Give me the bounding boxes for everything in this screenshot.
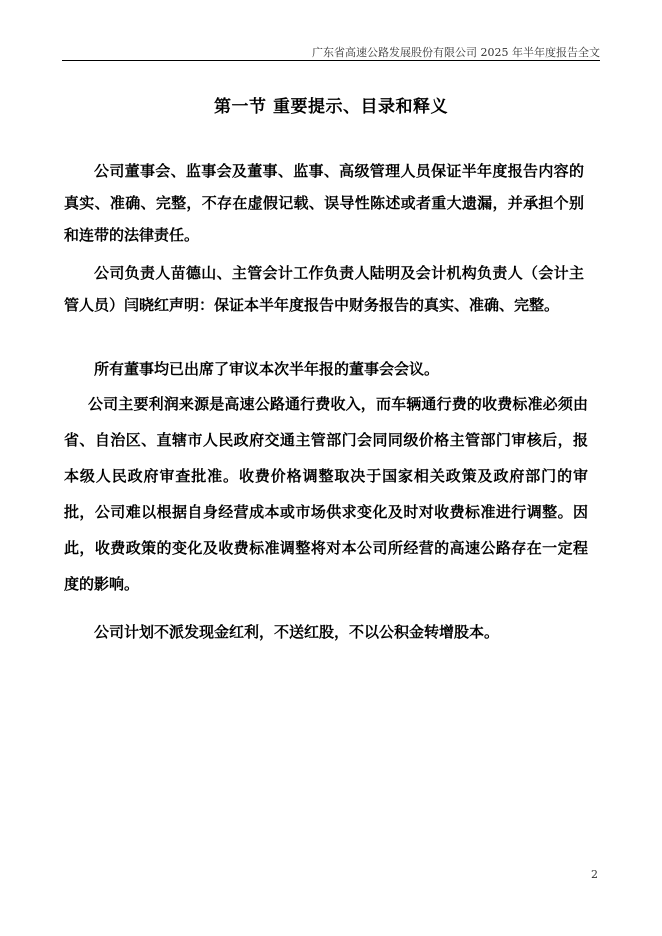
section-title: 第一节 重要提示、目录和释义: [214, 97, 448, 117]
header-divider: [62, 60, 600, 61]
document-header: 广东省高速公路发展股份有限公司 2025 年半年度报告全文: [312, 46, 600, 59]
dividend-paragraph: 公司计划不派发现金红利，不送红股，不以公积金转增股本。: [94, 623, 500, 641]
attendance-paragraph: 所有董事均已出席了审议本次半年报的董事会会议。: [94, 360, 440, 378]
responsible-statement-paragraph: 公司负责人苗德山、主管会计工作负责人陆明及会计机构负责人（会计主管人员）闫晓红声明：保证本半年度报告中财务报告的真实、准确、完整。: [64, 264, 584, 314]
page-number: 2: [591, 868, 598, 881]
board-guarantee-paragraph: 公司董事会、监事会及董事、监事、高级管理人员保证半年度报告内容的真实、准确、完整，不存在虚假记载、误导性陈述或者重大遗漏，并承担个别和连带的法律责任。: [64, 162, 584, 244]
risk-paragraph: 公司主要利润来源是高速公路通行费收入，而车辆通行费的收费标准必须由省、自治区、直辖市人民政府交通主管部门会同同级价格主管部门审核后，报本级人民政府审查批准。收费价格调整取决于国家相关政策及政府部门的审批，公司难以根据自身经营成本或市场供求变化及时对收费标准进行调整。因此，收费政策的变化及收费标准调整将对本公司所经营的高速公路存在一定程度的影响。: [64, 395, 588, 593]
